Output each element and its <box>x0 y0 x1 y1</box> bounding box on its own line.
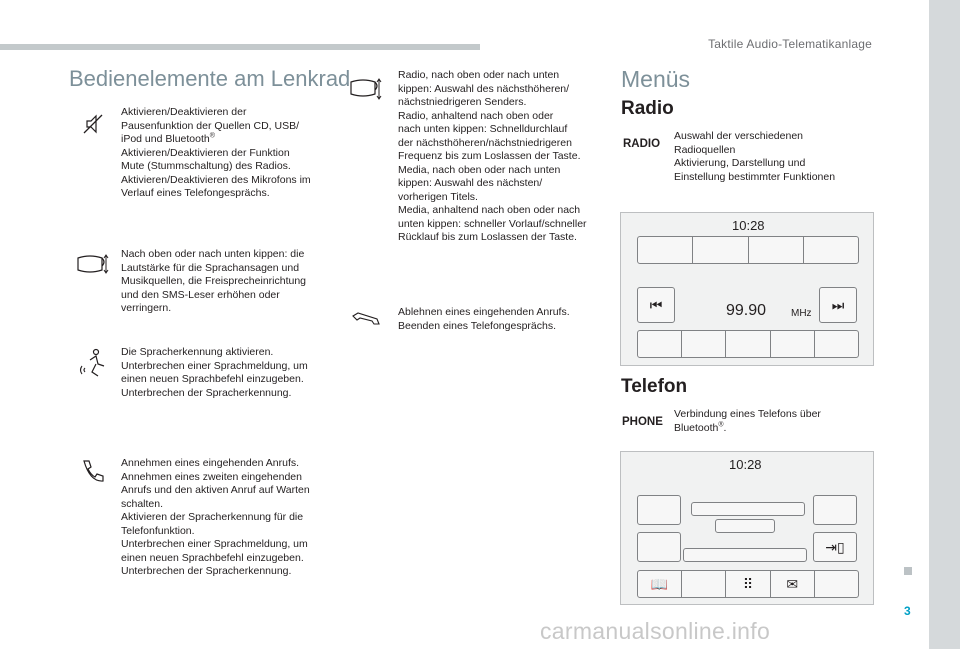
mute-icon <box>82 112 104 136</box>
keypad-icon: ⠿ <box>742 575 754 592</box>
voice-description: Die Spracherkennung aktivieren. Unterbrechen einer Sprachmeldung, um einen neuen Sprachbefehl einzugeben. Unterbrechen der Spracherkennung. <box>121 346 308 399</box>
phone-connect-icon: ⇥▯ <box>825 538 845 555</box>
skip-back-icon: ⏮ <box>649 296 663 313</box>
preset-slot[interactable] <box>803 237 858 263</box>
voice-command-icon <box>78 346 108 380</box>
preset-slot[interactable] <box>638 331 681 357</box>
pickup-description: Annehmen eines eingehenden Anrufs. Annehmen eines zweiten eingehenden Anrufs und den aktiven Anruf auf Warten schalten. Aktivieren der Spracherkennung für die Telefonfunktion. Unterbrechen einer Sprachmeldung, um einen neuen Sprachbefehl einzugeben. Unterbrechen der Spracherkennung. <box>121 457 310 577</box>
preset-slot[interactable] <box>814 331 858 357</box>
side-marker <box>904 567 912 575</box>
radio-frequency: 99.90 <box>726 302 767 319</box>
phone-key: PHONE <box>622 416 663 428</box>
header-bar <box>0 44 480 50</box>
next-station-button[interactable] <box>819 287 857 323</box>
preset-slot[interactable] <box>681 331 725 357</box>
preset-slot[interactable] <box>692 237 747 263</box>
clock: 10:28 <box>729 457 762 472</box>
messages-button[interactable] <box>770 571 814 597</box>
side-tab <box>929 0 960 649</box>
watermark: carmanualsonline.info <box>540 618 771 644</box>
previous-station-button[interactable] <box>637 287 675 323</box>
envelope-icon: ✉ <box>786 575 799 592</box>
preset-slot[interactable] <box>725 331 769 357</box>
phone-connect-button[interactable] <box>813 532 857 562</box>
address-book-icon: 📖 <box>650 575 669 592</box>
clock: 10:28 <box>732 218 765 233</box>
contacts-button[interactable] <box>638 571 681 597</box>
preset-slot[interactable] <box>638 237 692 263</box>
running-header: Taktile Audio-Telematikanlage <box>708 37 872 51</box>
phone-pickup-icon <box>80 458 106 484</box>
page-number: 3 <box>904 604 911 618</box>
phone-bottom-toolbar <box>637 570 859 598</box>
phone-display-field-bottom <box>683 548 807 562</box>
keypad-button[interactable] <box>725 571 769 597</box>
radio-preset-row-top <box>637 236 859 264</box>
seek-description: Radio, nach oben oder nach unten kippen: Auswahl des nächsthöheren/ nächstniedrigeren Senders. Radio, anhaltend nach oben oder nach unten kippen: Schnelldurchlauf der nächsthöheren/nächstniedrigeren Frequenz bis zum Loslassen der Taste. Media, nach oben oder nach unten kippen: Auswahl des nächsten/ vorherigen Titels. Media, anhaltend nach oben oder nach unten kippen: schneller Vorlauf/schneller Rücklauf bis zum Loslassen der Taste. <box>398 69 587 243</box>
mute-description: Aktivieren/Deaktivieren der Pausenfunktion der Quellen CD, USB/ iPod und Bluetooth® Aktivieren/Deaktivieren der Funktion Mute (Stummschaltung) des Radios. Aktivieren/Deaktivieren des Mikrofons im Verlauf eines Telefongesprächs. <box>121 106 311 199</box>
menus-title: Menüs <box>621 66 691 92</box>
phone-screen <box>620 451 874 605</box>
toolbar-slot[interactable] <box>814 571 858 597</box>
phone-right-button-top[interactable] <box>813 495 857 525</box>
phone-description: Verbindung eines Telefons über Bluetooth®. <box>674 408 821 434</box>
phone-display-field-middle <box>715 519 775 533</box>
hangup-description: Ablehnen eines eingehenden Anrufs. Beenden eines Telefongesprächs. <box>398 306 570 332</box>
radio-screen <box>620 212 874 366</box>
volume-description: Nach oben oder nach unten kippen: die Lautstärke für die Sprachansagen und Musikquellen, die Freisprecheinrichtung und den SMS-Leser erhöhen oder verringern. <box>121 248 307 314</box>
radio-description: Auswahl der verschiedenen Radioquellen Aktivierung, Darstellung und Einstellung bestimmter Funktionen <box>674 130 836 183</box>
volume-rocker-icon <box>76 252 110 276</box>
seek-rocker-icon <box>349 76 383 102</box>
preset-slot[interactable] <box>770 331 814 357</box>
skip-forward-icon: ⏭ <box>831 296 845 313</box>
phone-heading: Telefon <box>621 376 688 397</box>
phone-hangup-icon <box>351 310 381 326</box>
preset-slot[interactable] <box>748 237 803 263</box>
radio-key: RADIO <box>623 138 661 150</box>
phone-left-button-top[interactable] <box>637 495 681 525</box>
radio-preset-row-bottom <box>637 330 859 358</box>
phone-left-button-bottom[interactable] <box>637 532 681 562</box>
toolbar-slot[interactable] <box>681 571 725 597</box>
radio-heading: Radio <box>621 98 674 119</box>
phone-display-field-top <box>691 502 805 516</box>
steering-controls-title: Bedienelemente am Lenkrad <box>69 66 351 91</box>
frequency-unit: MHz <box>791 308 812 319</box>
